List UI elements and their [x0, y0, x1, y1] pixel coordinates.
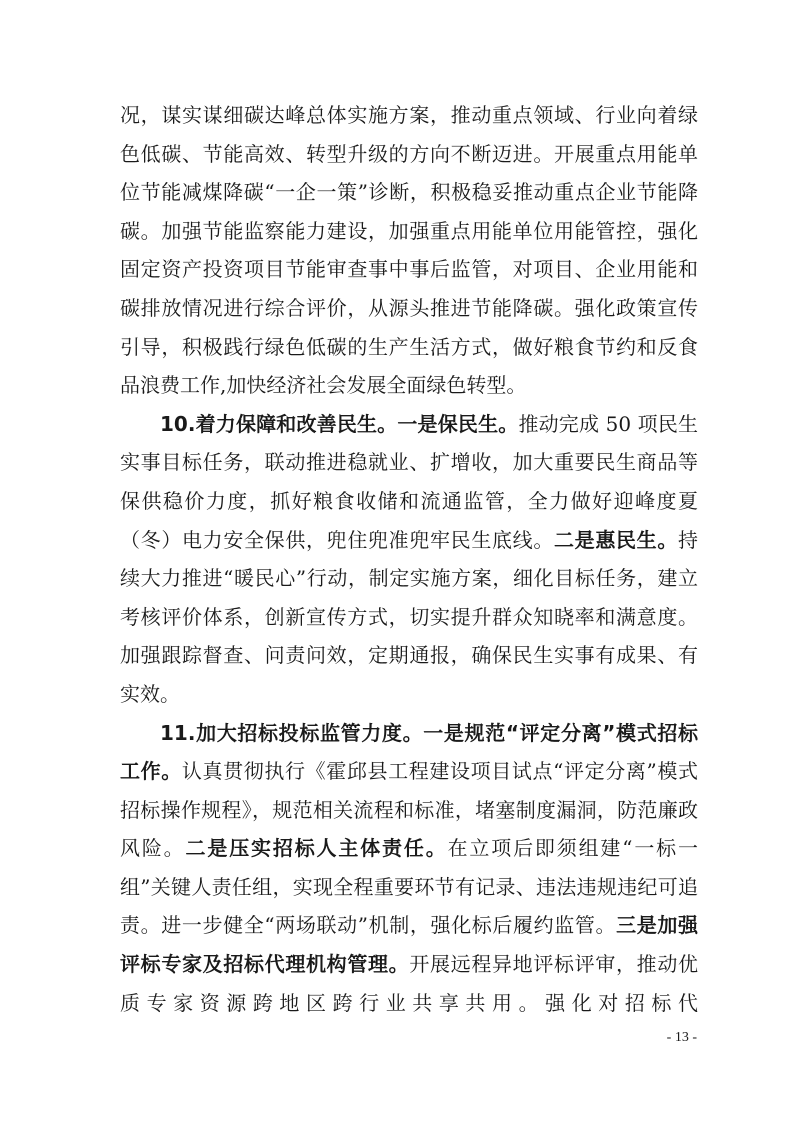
section-10-text-1: 推动完成 50 项民生实事目标任务，联动推进稳就业、扩增收，加大重要民生商品等保供稳价力度，抓好粮食收储和流通监管，全力做好迎峰度夏（冬）电力安全保供，兜住兜准兜牢民生底线。 [120, 411, 699, 552]
page-number: - 13 - [666, 1030, 697, 1045]
section-11-lead-1: 一是规范“评定分离”模式招标工作。 [120, 720, 698, 784]
section-11-text-2: 在立项后即须组建“一标一组”关键人责任组，实现全程重要环节有记录、违法违规违纪可追责。进一步健全“两场联动”机制，强化标后履约监管。 [120, 836, 698, 938]
section-10-lead-2: 二是惠民生。 [554, 527, 679, 552]
section-11-heading: 11.加大招标投标监管力度。 [160, 720, 424, 745]
section-11-text-3: 开展远程异地评标评审，推动优质专家资源跨地区跨行业共享共用。强化对招标代 [120, 952, 699, 1015]
body-text [120, 96, 698, 1022]
paragraph-continued-text: 况，谋实谋细碳达峰总体实施方案，推动重点领域、行业向着绿色低碳、节能高效、转型升级的方向不断迈进。开展重点用能单位节能减煤降碳“一企一策”诊断，积极稳妥推动重点企业节能降碳。加强节能监察能力建设，加强重点用能单位用能管控，强化固定资产投资项目节能审查事中事后监管，对项目、企业用能和碳排放情况进行综合评价，从源头推进节能降碳。强化政策宣传引导，积极践行绿色低碳的生产生活方式，做好粮食节约和反食品浪费工作,加快经济社会发展全面绿色转型。 [120, 103, 698, 398]
section-10-paragraph [120, 405, 698, 714]
paragraph-continued [120, 96, 698, 405]
section-11-paragraph [120, 714, 698, 1023]
section-10-lead-1: 一是保民生。 [397, 411, 519, 436]
section-11-lead-2: 二是压实招标人主体责任。 [185, 836, 448, 861]
section-10-heading: 10.着力保障和改善民生。 [160, 411, 398, 436]
section-11-text-1: 认真贯彻执行《霍邱县工程建设项目试点“评定分离”模式招标操作规程》，规范相关流程和标准，堵塞制度漏洞，防范廉政风险。 [120, 759, 699, 861]
section-10-text-2: 持续大力推进“暖民心”行动，制定实施方案，细化目标任务，建立考核评价体系，创新宣传方式，切实提升群众知晓率和满意度。加强跟踪督查、问责问效，定期通报，确保民生实事有成果、有实效。 [120, 527, 699, 706]
section-11-lead-3: 三是加强评标专家及招标代理机构管理。 [120, 913, 699, 977]
